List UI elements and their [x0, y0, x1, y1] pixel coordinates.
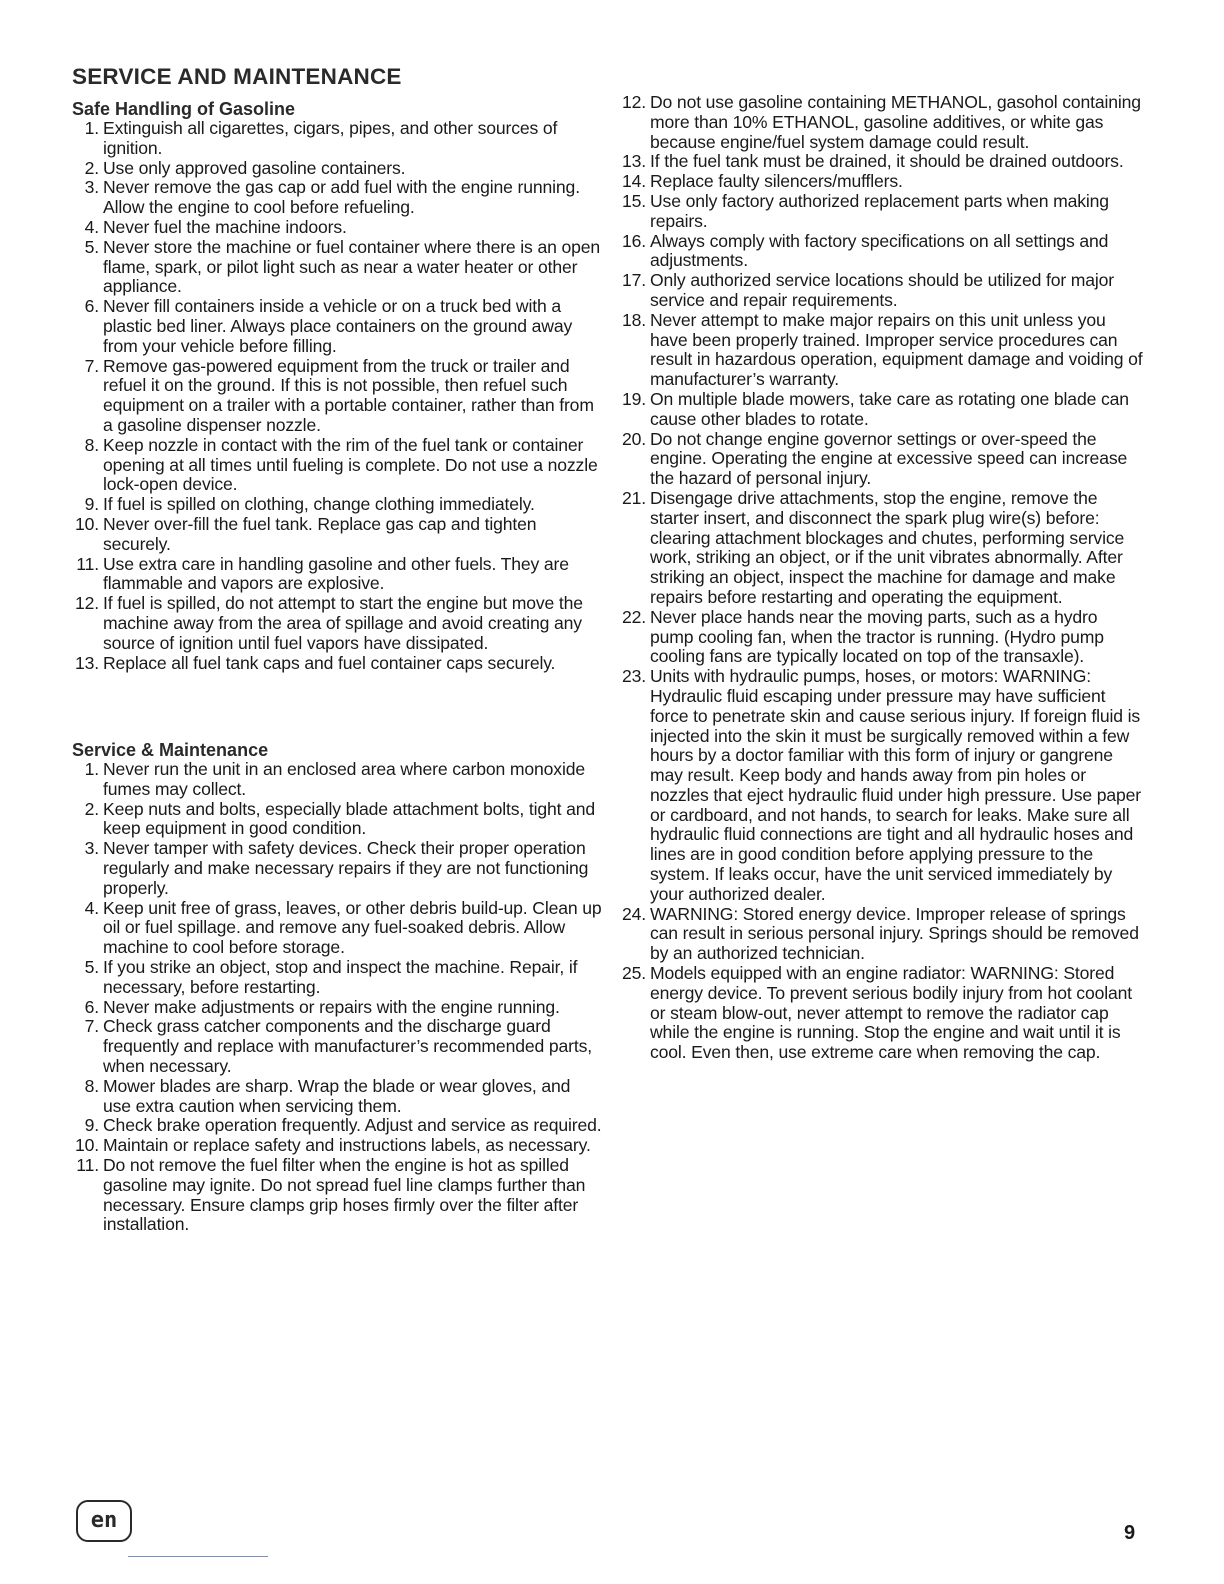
list-item-number: 7. [84, 1016, 99, 1037]
list-item [614, 152, 1144, 172]
list-item [72, 357, 602, 436]
list-item-text: Never tamper with safety devices. Check their proper operation regularly and make necessary repairs if they are not functioning properly. [103, 838, 589, 898]
list-item-number: 10. [74, 513, 99, 534]
list-item-text: Use only factory authorized replacement parts when making repairs. [650, 190, 1109, 231]
list-item-number: 14. [621, 171, 646, 192]
list-item-number: 23. [621, 666, 646, 687]
list-item [72, 998, 602, 1018]
list-item [72, 760, 602, 800]
list-item [72, 555, 602, 595]
list-item-number: 9. [84, 494, 99, 515]
list-item [614, 271, 1144, 311]
list-item-text: If fuel is spilled on clothing, change clothing immediately. [103, 494, 535, 515]
list-item-number: 7. [84, 355, 99, 376]
list-item [614, 232, 1144, 272]
list-item-number: 13. [621, 151, 646, 172]
list-item-text: Keep nozzle in contact with the rim of the fuel tank or container opening at all times until fueling is complete. Do not use a nozzle lock-open device. [103, 434, 598, 495]
list-item-text: Replace faulty silencers/mufflers. [650, 171, 903, 192]
list-item [614, 964, 1144, 1063]
list-item [72, 495, 602, 515]
section-maintenance-continued [614, 93, 1144, 1063]
list-item [614, 667, 1144, 905]
list-item [72, 958, 602, 998]
section-heading: Service & Maintenance [72, 740, 269, 760]
list-item-number: 8. [84, 434, 99, 455]
list-item [72, 238, 602, 297]
list-item-text: Extinguish all cigarettes, cigars, pipes, and other sources of ignition. [103, 118, 558, 158]
list-item-text: If the fuel tank must be drained, it should be drained outdoors. [650, 151, 1124, 172]
list-item-text: Units with hydraulic pumps, hoses, or motors: WARNING: Hydraulic fluid escaping under pressure may have sufficient force to penetrate skin and cause serious injury. If foreign fluid is injected into the skin it must be surgically removed within a few hours by a doctor familiar with this form of injury or gangrene may result. Keep body and hands away from pin holes or nozzles that eject hydraulic fluid under high pressure. Use paper or cardboard, and not hands, to search for leaks. Make sure all hydraulic fluid connections are tight and all hydraulic hoses and lines are in good condition before applying pressure to the system. If leaks occur, have the unit serviced immediately by your authorized dealer. [650, 666, 1141, 904]
list-item [614, 608, 1144, 667]
list-item-number: 15. [621, 190, 646, 211]
list-item-text: Keep nuts and bolts, especially blade attachment bolts, tight and keep equipment in good condition. [103, 798, 595, 839]
list-item-text: Disengage drive attachments, stop the engine, remove the starter insert, and disconnect the spark plug wire(s) before: clearing attachment blockages and chutes, performing service work, striking an object, or if the unit vibrates abnormally. After striking an object, inspect the machine for damage and make repairs before restarting and operating the equipment. [650, 487, 1125, 607]
list-item [614, 430, 1144, 489]
list-item-text: On multiple blade mowers, take care as rotating one blade can cause other blades to rotate. [650, 388, 1129, 429]
list-item-number: 17. [621, 270, 646, 291]
list-item-number: 2. [84, 157, 99, 178]
list-item-number: 10. [74, 1135, 99, 1156]
list-item-text: Never store the machine or fuel container where there is an open flame, spark, or pilot light such as near a water heater or other appliance. [103, 236, 600, 297]
list-item-number: 13. [74, 652, 99, 673]
list-item-text: If you strike an object, stop and inspect the machine. Repair, if necessary, before restarting. [103, 956, 578, 997]
list-item-text: Never remove the gas cap or add fuel with the engine running. Allow the engine to cool before refueling. [103, 177, 580, 218]
list-item-number: 8. [84, 1075, 99, 1096]
list-item-text: Check brake operation frequently. Adjust and service as required. [103, 1115, 602, 1136]
list-item-number: 16. [621, 230, 646, 251]
list-item-number: 4. [84, 216, 99, 237]
list-item-text: Do not change engine governor settings or over-speed the engine. Operating the engine at excessive speed can increase the hazard of personal injury. [650, 428, 1128, 489]
list-item-text: Only authorized service locations should be utilized for major service and repair requirements. [650, 270, 1115, 310]
list-item [614, 172, 1144, 192]
list-item-text: Models equipped with an engine radiator: WARNING: Stored energy device. To prevent serious bodily injury from hot coolant or steam blow-out, never attempt to remove the radiator cap while the engine is running. Stop the engine and wait until it is cool. Even then, use extreme care when removing the cap. [650, 963, 1132, 1063]
list-item [614, 311, 1144, 390]
list-item-text: If fuel is spilled, do not attempt to start the engine but move the machine away from the area of spillage and avoid creating any source of ignition until fuel vapors have dissipated. [103, 593, 583, 653]
list-item-number: 24. [621, 903, 646, 924]
list-item-text: Remove gas-powered equipment from the truck or trailer and refuel it on the ground. If this is not possible, then refuel such equipment on a trailer with a portable container, rather than from a gasoline dispenser nozzle. [103, 355, 594, 435]
list-item [614, 93, 1144, 152]
page-title: SERVICE AND MAINTENANCE [72, 64, 402, 89]
list-item [72, 839, 602, 898]
list-item-text: Maintain or replace safety and instructions labels, as necessary. [103, 1135, 591, 1156]
list-item [72, 178, 602, 218]
list-item-number: 12. [621, 92, 646, 112]
list-item-text: Never place hands near the moving parts, such as a hydro pump cooling fan, when the tractor is running. (Hydro pump cooling fans are typically located on top of the transaxle). [650, 606, 1104, 667]
list-item-text: Do not use gasoline containing METHANOL, gasohol containing more than 10% ETHANOL, gasoline additives, or white gas because engine/fuel system damage could result. [650, 92, 1141, 152]
list-item-number: 11. [76, 1154, 99, 1175]
list-item-number: 9. [84, 1115, 99, 1136]
list-item [72, 1017, 602, 1076]
list-item [72, 1116, 602, 1136]
section-safe-handling-gasoline [72, 99, 602, 673]
list-item-text: Check grass catcher components and the discharge guard frequently and replace with manufacturer’s recommended parts, when necessary. [103, 1016, 592, 1076]
language-badge: en [76, 1500, 132, 1542]
list-item [72, 159, 602, 179]
list-item [72, 515, 602, 555]
list-item [72, 1136, 602, 1156]
list-item [614, 192, 1144, 232]
list-item-number: 5. [84, 236, 99, 257]
list-item-number: 5. [84, 956, 99, 977]
maintenance-continued-list [614, 93, 1144, 1063]
section-service-maintenance [72, 740, 602, 1235]
list-item-number: 22. [621, 606, 646, 627]
list-item-number: 4. [84, 897, 99, 918]
list-item-number: 21. [621, 487, 646, 508]
list-item-number: 6. [84, 996, 99, 1017]
footer-rule [128, 1556, 268, 1557]
list-item [72, 594, 602, 653]
list-item [72, 119, 602, 159]
list-item-number: 1. [84, 759, 99, 779]
list-item [614, 489, 1144, 608]
list-item [72, 436, 602, 495]
list-item-text: Always comply with factory specifications on all settings and adjustments. [650, 230, 1109, 271]
list-item-text: Never over-fill the fuel tank. Replace gas cap and tighten securely. [103, 513, 537, 554]
list-item-text: Use only approved gasoline containers. [103, 157, 406, 178]
list-item-text: Never fuel the machine indoors. [103, 216, 347, 237]
page-number: 9 [1124, 1522, 1136, 1544]
section-heading: Safe Handling of Gasoline [72, 99, 296, 119]
list-item-text: Keep unit free of grass, leaves, or other debris build-up. Clean up oil or fuel spillage. and remove any fuel-soaked debris. Allow machine to cool before storage. [103, 897, 602, 958]
list-item-text: WARNING: Stored energy device. Improper release of springs can result in serious personal injury. Springs should be removed by an authorized technician. [650, 903, 1139, 964]
list-item [72, 654, 602, 674]
list-item-number: 12. [74, 593, 99, 614]
list-item-text: Mower blades are sharp. Wrap the blade or wear gloves, and use extra caution when servicing them. [103, 1075, 571, 1116]
list-item [614, 905, 1144, 964]
list-item [72, 297, 602, 356]
list-item [72, 800, 602, 840]
list-item-number: 1. [84, 118, 99, 138]
list-item [72, 899, 602, 958]
list-item-text: Never fill containers inside a vehicle or on a truck bed with a plastic bed liner. Always place containers on the ground away from your vehicle before filling. [103, 296, 573, 356]
list-item-text: Use extra care in handling gasoline and other fuels. They are flammable and vapors are explosive. [103, 553, 569, 594]
list-item-number: 6. [84, 296, 99, 317]
list-item [614, 390, 1144, 430]
list-item-number: 25. [621, 963, 646, 984]
list-item-number: 20. [621, 428, 646, 449]
list-item [72, 1156, 602, 1235]
list-item [72, 1077, 602, 1117]
list-item-text: Replace all fuel tank caps and fuel container caps securely. [103, 652, 556, 673]
list-item [72, 218, 602, 238]
list-item-text: Never make adjustments or repairs with the engine running. [103, 996, 560, 1017]
list-item-number: 18. [621, 309, 646, 330]
gasoline-list [72, 119, 602, 673]
list-item-text: Never run the unit in an enclosed area where carbon monoxide fumes may collect. [103, 759, 585, 799]
list-item-text: Never attempt to make major repairs on this unit unless you have been properly trained. Improper service procedures can result in hazardous operation, equipment damage and voiding of manufacturer’s warranty. [650, 309, 1143, 390]
list-item-number: 11. [76, 553, 99, 574]
list-item-number: 2. [84, 798, 99, 819]
list-item-number: 19. [621, 388, 646, 409]
maintenance-list [72, 760, 602, 1235]
list-item-text: Do not remove the fuel filter when the engine is hot as spilled gasoline may ignite. Do not spread fuel line clamps further than necessary. Ensure clamps grip hoses firmly over the filter after installation. [103, 1154, 586, 1235]
list-item-number: 3. [84, 177, 99, 198]
list-item-number: 3. [84, 838, 99, 859]
